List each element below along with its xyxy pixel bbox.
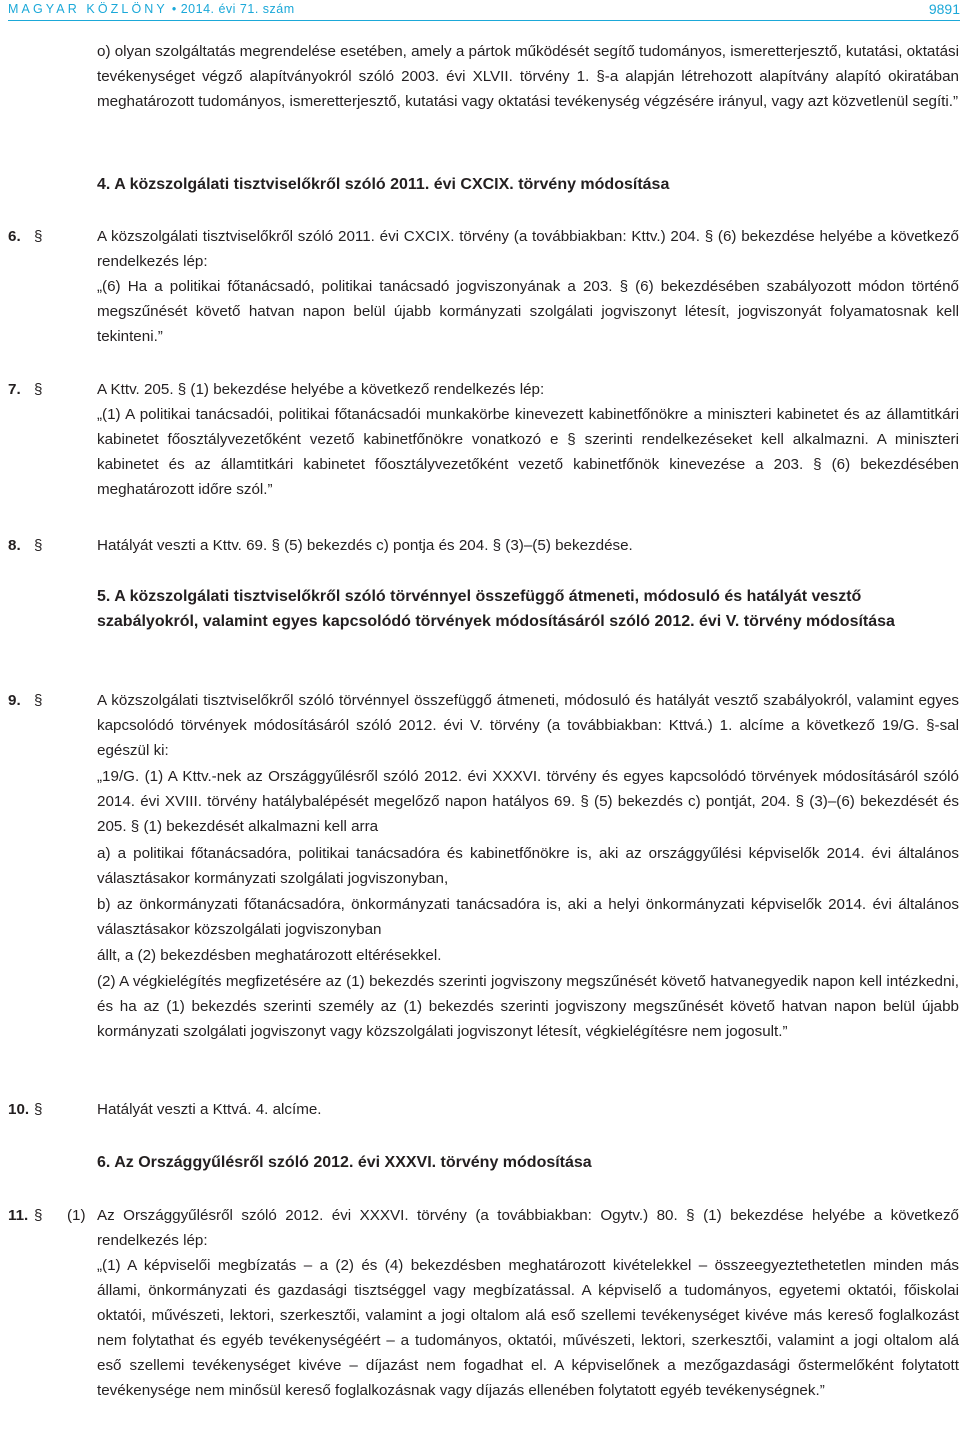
- journal-title: [8, 0, 295, 18]
- section-sign-8: §: [34, 537, 43, 554]
- section-sign-10: §: [34, 1101, 43, 1118]
- heading-section-6: 6. Az Országgyűlésről szóló 2012. évi XXXVI. törvény módosítása: [97, 1154, 592, 1171]
- section-9-point-b: b) az önkormányzati főtanácsadóra, önkormányzati tanácsadóra is, aki a helyi önkormányzati képviselők 2014. évi általános választásakor közszolgálati jogviszonyban: [97, 896, 959, 938]
- section-9-closing: állt, a (2) bekezdésben meghatározott eltérésekkel.: [97, 947, 442, 964]
- section-7-text: A Kttv. 205. § (1) bekezdése helyébe a következő rendelkezés lép:: [97, 381, 545, 398]
- section-10-text: Hatályát veszti a Kttvá. 4. alcíme.: [97, 1101, 322, 1118]
- section-6-quote: „(6) Ha a politikai főtanácsadó, politikai tanácsadó jogviszonyának a 203. § (6) bekezdésében szabályozott módon történő megszűnését követő hatvan napon belül újabb kormányzati szolgálati jogviszonyt létesít, jogviszonyát folyamatosnak kell tekinteni.”: [97, 278, 959, 345]
- section-sign-9: §: [34, 692, 43, 709]
- page-header: [8, 0, 960, 21]
- section-number-8: 8.: [8, 537, 21, 554]
- issue-label: 2014. évi 71. szám: [180, 2, 295, 16]
- section-9-quote: „19/G. (1) A Kttv.-nek az Országgyűlésről szóló 2012. évi XXXVI. törvény és egyes kapcsolódó törvények módosításáról szóló 2014. évi XVIII. törvény hatálybalépését megelőző napon hatályos 69. § (5) bekezdés c) pontját, 204. § (3)–(6) bekezdését és 205. § (1) bekezdését alkalmazni kell arra: [97, 768, 959, 835]
- section-9-text: A közszolgálati tisztviselőkről szóló törvénnyel összefüggő átmeneti, módosuló és hatályát vesztő szabályokról, valamint egyes kapcsolódó törvények módosításáról szóló 2012. évi V. törvény (a továbbiakban: Kttvá.) 1. alcíme a következő 19/G. §-sal egészül ki:: [97, 692, 959, 759]
- section-sign-7: §: [34, 381, 43, 398]
- journal-name: MAGYAR KÖZLÖNY: [8, 2, 168, 16]
- subsection-number-11-1: (1): [67, 1207, 86, 1224]
- section-11-quote: „(1) A képviselői megbízatás – a (2) és (4) bekezdésben meghatározott kivételekkel – összeegyeztethetetlen minden más állami, önkormányzati és gazdasági tisztséggel vagy megbízatással. A képviselő a tudományos, egyetemi oktatói, főiskolai oktatói, művészeti, lektori, szerkesztői, valamint a jogi oltalom alá eső szellemi tevékenységet kivéve más kereső foglalkozást nem folytathat és egyéb tevékenységéért – a tudományos, oktatói, művészeti, lektori, szerkesztői, valamint a jogi oltalom alá eső szellemi tevékenységet kivéve – díjazást nem fogadhat el. A képviselőnek a mezőgazdasági őstermelőként folytatott tevékenysége nem minősül kereső foglalkozásnak vagy díjazás ellenében folytatott egyéb tevékenységnek.”: [97, 1257, 959, 1399]
- separator-bullet: •: [171, 2, 177, 16]
- section-number-11: 11.: [8, 1207, 29, 1224]
- heading-section-5: 5. A közszolgálati tisztviselőkről szóló törvénnyel összefüggő átmeneti, módosuló és hatályát vesztő szabályokról, valamint egyes kapcsolódó törvények módosításáról szóló 2012. évi V. törvény módosítása: [97, 588, 895, 630]
- section-number-10: 10.: [8, 1101, 30, 1118]
- section-11-text: Az Országgyűlésről szóló 2012. évi XXXVI. törvény (a továbbiakban: Ogytv.) 80. § (1) bekezdése helyébe a következő rendelkezés lép:: [97, 1207, 959, 1249]
- section-7-quote: „(1) A politikai tanácsadói, politikai főtanácsadói munkakörbe kinevezett kabinetfőnökre a miniszteri kabinetet és az államtitkári kabinetet főosztályvezetőként vezető kabinetfőnökre vonatkozó e § szerinti rendelkezéseket kell alkalmazni. A miniszteri kabinetet és az államtitkári kabinetet főosztályvezetőként vezető kabinetfőnök kinevezése a 203. § (6) bekezdésében meghatározott időre szól.”: [97, 406, 959, 498]
- page-number: 9891: [928, 1, 960, 17]
- section-9-point-a: a) a politikai főtanácsadóra, politikai tanácsadóra és kabinetfőnökre is, aki az országgyűlési képviselők 2014. évi általános választásakor kormányzati szolgálati jogviszonyban,: [97, 845, 959, 887]
- section-8-text: Hatályát veszti a Kttv. 69. § (5) bekezdés c) pontja és 204. § (3)–(5) bekezdése.: [97, 537, 633, 554]
- section-6-text: A közszolgálati tisztviselőkről szóló 2011. évi CXCIX. törvény (a továbbiakban: Kttv.) 204. § (6) bekezdése helyébe a következő rendelkezés lép:: [97, 228, 959, 270]
- section-number-7: 7.: [8, 381, 21, 398]
- heading-section-4: 4. A közszolgálati tisztviselőkről szóló 2011. évi CXCIX. törvény módosítása: [97, 176, 670, 193]
- section-number-9: 9.: [8, 692, 21, 709]
- section-sign-6: §: [34, 228, 43, 245]
- section-number-6: 6.: [8, 228, 21, 245]
- paragraph-o: o) olyan szolgáltatás megrendelése esetében, amely a pártok működését segítő tudományos, ismeretterjesztő, kutatási, oktatási tevékenységet végző alapítványokról szóló 2003. évi XLVII. törvény 1. §-a alapján létrehozott alapítvány alapító okiratában meghatározott tudományos, ismeretterjesztő, kutatási vagy oktatási tevékenység végzésére irányul, vagy azt közvetlenül segíti.”: [97, 43, 959, 110]
- section-9-paragraph-2: (2) A végkielégítés megfizetésére az (1) bekezdés szerinti jogviszony megszűnését követő hatvanegyedik napon kell intézkedni, és ha az (1) bekezdés szerinti személy az (1) bekezdés szerinti jogviszony megszűnését követő hatvan napon belül újabb kormányzati szolgálati jogviszonyt vagy közszolgálati jogviszonyt létesít, végkielégítésre nem jogosult.”: [97, 973, 959, 1040]
- section-sign-11: §: [34, 1207, 43, 1224]
